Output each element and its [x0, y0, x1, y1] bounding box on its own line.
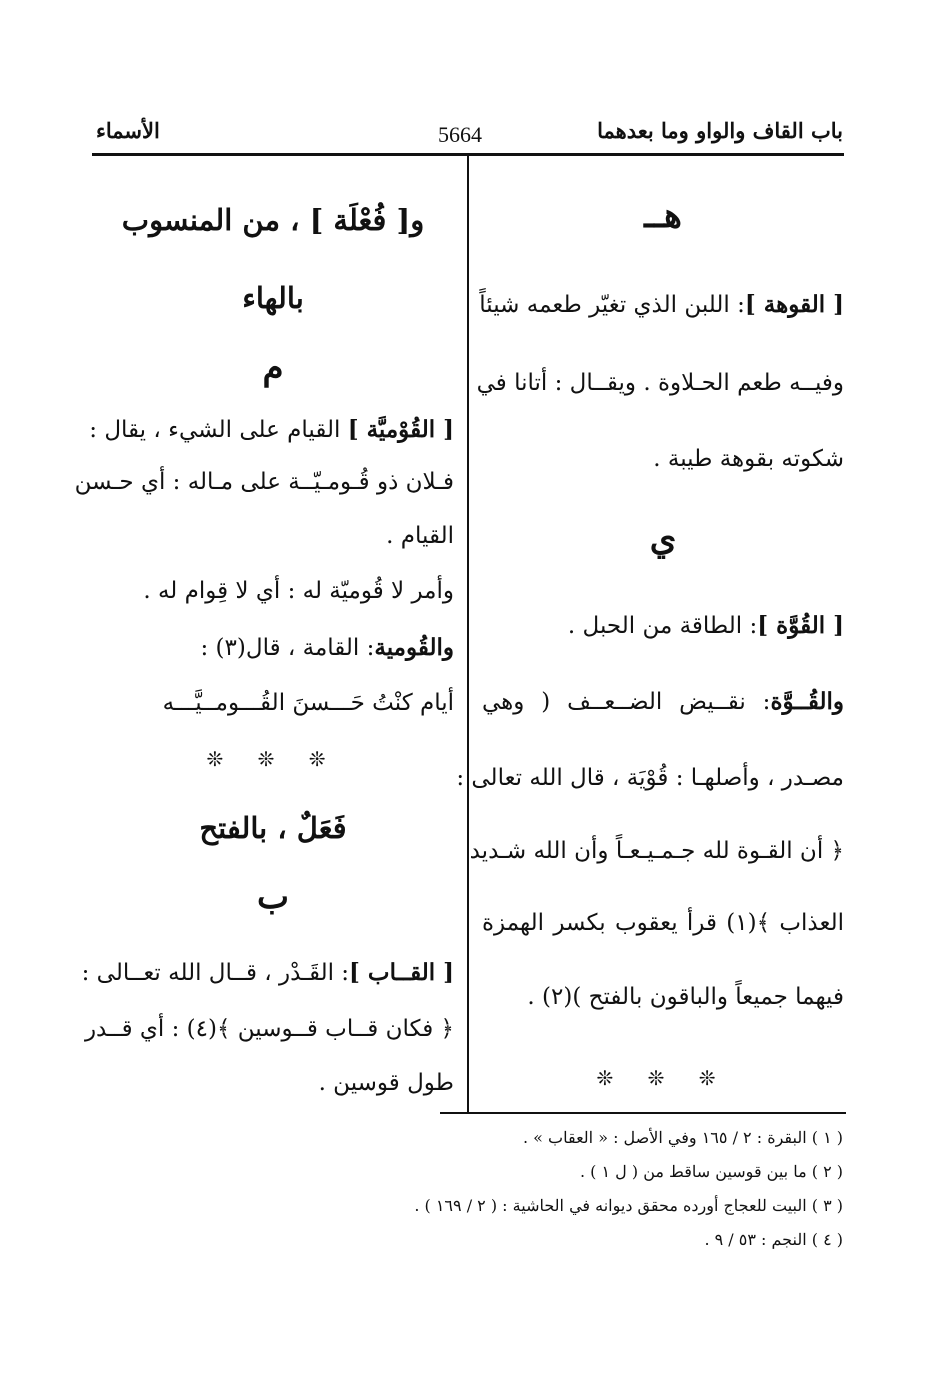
footnote-rule [440, 1112, 846, 1114]
letter-heading-h: هــ [644, 196, 682, 236]
entry-term: والقُومية [374, 634, 454, 661]
letter-heading-m: م [262, 348, 284, 388]
chapter-title: باب القاف والواو وما بعدهما [597, 118, 843, 143]
entry-text-line: فيهما جميعاً والباقون بالفتح )(٢) . [527, 984, 844, 1010]
entry-text-line: شكوته بقوهة طيبة . [653, 446, 844, 472]
entry-text: : القامة ، قال(٣) : [200, 635, 375, 661]
letter-heading-y: ي [649, 519, 677, 559]
letter-heading-b: ب [256, 877, 289, 917]
entry-text: : الطاقة من الحبل . [567, 613, 758, 639]
footnote-2: ( ٢ ) ما بين قوسين ساقط من ( ل ١ ) . [580, 1162, 843, 1181]
section-separator-stars: ❊ ❊ ❊ [596, 1066, 730, 1090]
entry-term: [ القــاب ] [349, 959, 454, 986]
entry-text-line: وأمر لا قُوميّة له : أي لا قِوام له . [143, 578, 454, 604]
entry-text-line: العذاب ﴾(١) قرأ يعقوب بكسر الهمزة [482, 910, 845, 936]
footnote-1: ( ١ ) البقرة : ٢ / ١٦٥ وفي الأصل : « العقاب » . [522, 1128, 843, 1147]
entry-term: [ القُوَّة ] [757, 612, 844, 639]
entry-text-line: ﴿ أن القـوة لله جـمـيـعـاً وأن الله شـديد [469, 838, 844, 864]
entry-qawmiyya [89, 414, 454, 446]
entry-text-line: القيام . [386, 523, 454, 549]
footnote-4: ( ٤ ) النجم : ٥٣ / ٩ . [704, 1230, 843, 1249]
entry-text-line: طول قوسين . [318, 1070, 454, 1096]
column-divider [467, 155, 469, 1112]
entry-text-line: مصـدر ، وأصلهـا : قُوْيَة ، قال الله تعالى : [456, 765, 844, 791]
section-heading: و[ فُعْلَة ] ، من المنسوب [121, 203, 425, 237]
entry-term: [ القُوْميَّة ] [347, 416, 454, 443]
entry-term: [ القوهة ] [744, 291, 844, 318]
page-number: 5664 [438, 122, 482, 147]
entry-term: والقُــوَّة [770, 688, 844, 715]
entry-text: : اللبن الذي تغيّر طعمه شيئاً [479, 292, 745, 318]
entry-text-line: فـلان ذو قُـومـيّــة على مـاله : أي حـسن [74, 469, 454, 495]
entry-quwwa [482, 610, 844, 642]
section-title: الأسماء [96, 118, 160, 143]
footnote-3: ( ٣ ) البيت للعجاج أورده محقق ديوانه في الحاشية : ( ٢ / ١٦٩ ) . [414, 1196, 843, 1215]
verse-line: أيام كنْتُ حَـــسنَ القُـــومــيَّـــه [162, 690, 454, 716]
section-separator-stars: ❊ ❊ ❊ [206, 747, 340, 771]
entry-text: القيام على الشيء ، يقال : [89, 417, 341, 443]
entry-qawmiyya2 [92, 632, 454, 664]
entry-qab [81, 957, 454, 989]
entry-text: : نقــيض الضــعــف ( وهي [482, 689, 771, 715]
entry-quwwa2 [482, 686, 844, 718]
entry-text-line: ﴿ فكان قــاب قــوسين ﴾(٤) : أي قــدر [84, 1016, 454, 1042]
section-heading: فَعَلٌ ، بالفتح [199, 811, 347, 845]
entry-text: : القَـدْر ، قــال الله تعــالى : [81, 960, 350, 986]
entry-text-line: وفيــه طعم الحـلاوة . ويقــال : أتانا في [476, 370, 844, 396]
entry-qawha [479, 289, 844, 321]
section-heading: بالهاء [242, 281, 304, 315]
